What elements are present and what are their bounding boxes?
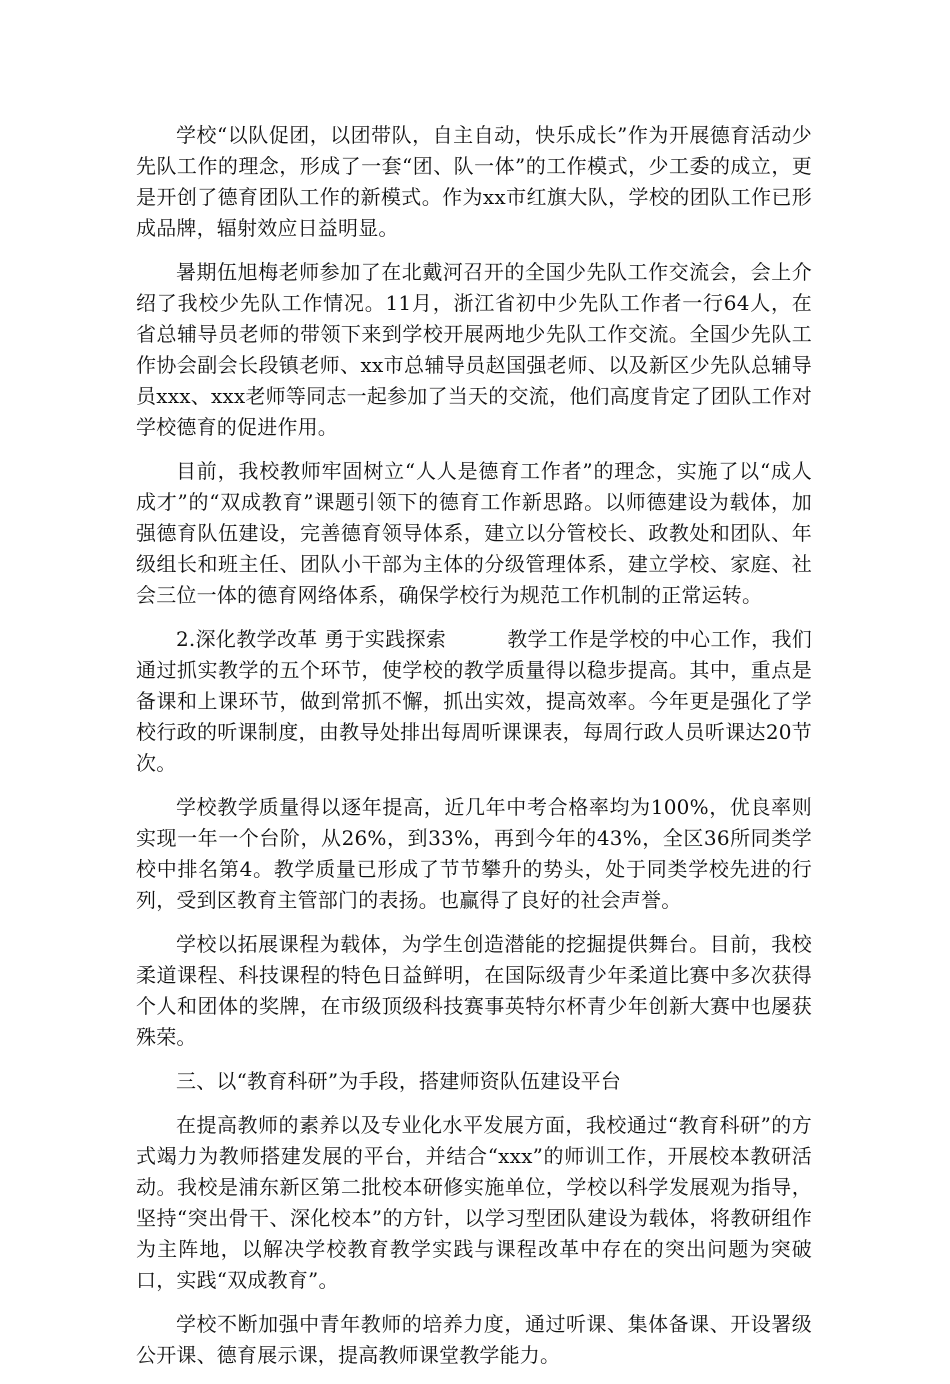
paragraph-exchange-meeting: 暑期伍旭梅老师参加了在北戴河召开的全国少先队工作交流会，会上介绍了我校少先队工作情况。11月，浙江省初中少先队工作者一行64人，在省总辅导员老师的带领下来到学校开展两地少先队工作交流。全国少先队工作协会副会长段镇老师、xx市总辅导员赵国强老师、以及新区少先队总辅导员xxx、xxx老师等同志一起参加了当天的交流，他们高度肯定了团队工作对学校德育的促进作用。: [136, 260, 812, 439]
paragraph-teaching-reform: 2.深化教学改革 勇于实践探索 教学工作是学校的中心工作，我们通过抓实教学的五个环节，使学校的教学质量得以稳步提高。其中，重点是备课和上课环节，做到常抓不懈，抓出实效，提高效率。今年更是强化了学校行政的听课制度，由教导处排出每周听课课表，每周行政人员听课达20节次。: [136, 627, 812, 775]
paragraph-moral-education-system: 目前，我校教师牢固树立“人人是德育工作者”的理念，实施了以“成人成才”的“双成教育”课题引领下的德育工作新思路。以师德建设为载体，加强德育队伍建设，完善德育领导体系，建立以分管校长、政教处和团队、年级组长和班主任、团队小干部为主体的分级管理体系，建立学校、家庭、社会三位一体的德育网络体系，确保学校行为规范工作机制的正常运转。: [136, 459, 812, 607]
paragraph-team-work-philosophy: 学校“以队促团，以团带队，自主自动，快乐成长”作为开展德育活动少先队工作的理念，形成了一套“团、队一体”的工作模式，少工委的成立，更是开创了德育团队工作的新模式。作为xx市红旗大队，学校的团队工作已形成品牌，辐射效应日益明显。: [136, 123, 812, 240]
paragraph-young-teacher-training: 学校不断加强中青年教师的培养力度，通过听课、集体备课、开设署级公开课、德育展示课，提高教师课堂教学能力。: [136, 1312, 812, 1367]
paragraph-extended-courses: 学校以拓展课程为载体，为学生创造潜能的挖掘提供舞台。目前，我校柔道课程、科技课程的特色日益鲜明，在国际级青少年柔道比赛中多次获得个人和团体的奖牌，在市级顶级科技赛事英特尔杯青少年创新大赛中也屡获殊荣。: [136, 932, 812, 1049]
section-heading-research: 三、以“教育科研”为手段，搭建师资队伍建设平台: [176, 1069, 622, 1093]
paragraph-research-platform: 在提高教师的素养以及专业化水平发展方面，我校通过“教育科研”的方式竭力为教师搭建发展的平台，并结合“xxx”的师训工作，开展校本教研活动。我校是浦东新区第二批校本研修实施单位，学校以科学发展观为指导，坚持“突出骨干、深化校本”的方针，以学习型团队建设为载体，将教研组作为主阵地，以解决学校教育教学实践与课程改革中存在的突出问题为突破口，实践“双成教育”。: [136, 1113, 812, 1292]
document-body: [136, 120, 812, 1384]
paragraph-teaching-quality: 学校教学质量得以逐年提高，近几年中考合格率均为100%，优良率则实现一年一个台阶，从26%，到33%，再到今年的43%，全区36所同类学校中排名第4。教学质量已形成了节节攀升的势头，处于同类学校先进的行列，受到区教育主管部门的表扬。也赢得了良好的社会声誉。: [136, 795, 812, 912]
